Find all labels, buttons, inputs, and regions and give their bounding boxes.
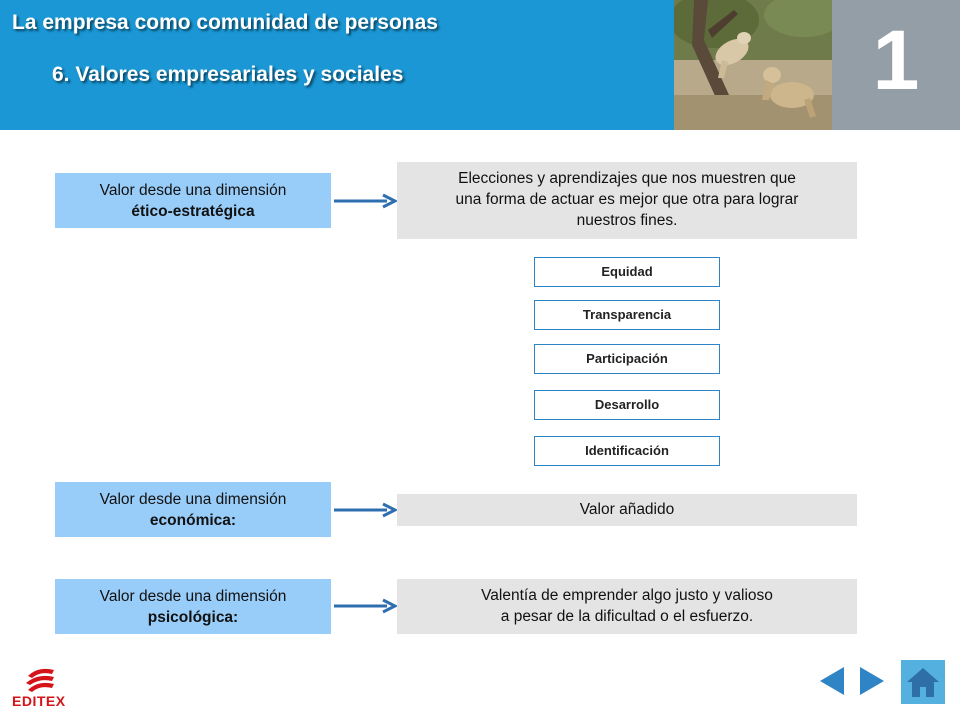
description-box-economica	[397, 494, 857, 526]
triangle-right-icon	[858, 665, 886, 697]
value-equidad: Equidad	[534, 257, 720, 287]
page-title: La empresa como comunidad de personas	[12, 11, 438, 34]
description-line: Valor añadido	[579, 501, 675, 518]
dimension-box-etico	[55, 173, 331, 228]
triangle-left-icon	[818, 665, 846, 697]
home-button[interactable]	[901, 660, 945, 704]
description-box-etico	[397, 162, 857, 239]
dimension-name: económica:	[149, 512, 237, 529]
next-button[interactable]	[858, 665, 886, 697]
arrow-icon	[333, 502, 397, 518]
dimension-name: ético-estratégica	[131, 203, 255, 220]
dimension-box-economica	[55, 482, 331, 537]
dimension-label: Valor desde una dimensión	[99, 182, 287, 199]
dimension-name: psicológica:	[147, 609, 239, 626]
arrow-icon	[333, 598, 397, 614]
arrow-icon	[333, 193, 397, 209]
value-transparencia: Transparencia	[534, 300, 720, 330]
value-desarrollo: Desarrollo	[534, 390, 720, 420]
description-box-psicologica	[397, 579, 857, 634]
description-line: Valentía de emprender algo justo y valioso	[481, 587, 773, 604]
description-line: a pesar de la dificultad o el esfuerzo.	[500, 608, 754, 625]
editex-logo-icon	[24, 668, 64, 694]
dimension-label: Valor desde una dimensión	[99, 588, 287, 605]
dogs-photo	[674, 0, 832, 130]
description-line: Elecciones y aprendizajes que nos muestren que	[458, 170, 796, 187]
dimension-label: Valor desde una dimensión	[99, 491, 287, 508]
dimension-box-psicologica	[55, 579, 331, 634]
section-subtitle: 6. Valores empresariales y sociales	[52, 63, 404, 86]
description-line: una forma de actuar es mejor que otra para lograr	[455, 191, 799, 208]
chapter-badge	[832, 0, 960, 130]
header-banner	[0, 0, 674, 130]
description-line: nuestros fines.	[576, 212, 678, 229]
previous-button[interactable]	[818, 665, 846, 697]
logo-text: EDITEX	[12, 693, 66, 709]
value-participacion: Participación	[534, 344, 720, 374]
editex-logo	[12, 668, 72, 712]
value-identificacion: Identificación	[534, 436, 720, 466]
chapter-number: 1	[872, 13, 920, 107]
home-icon	[901, 660, 945, 704]
